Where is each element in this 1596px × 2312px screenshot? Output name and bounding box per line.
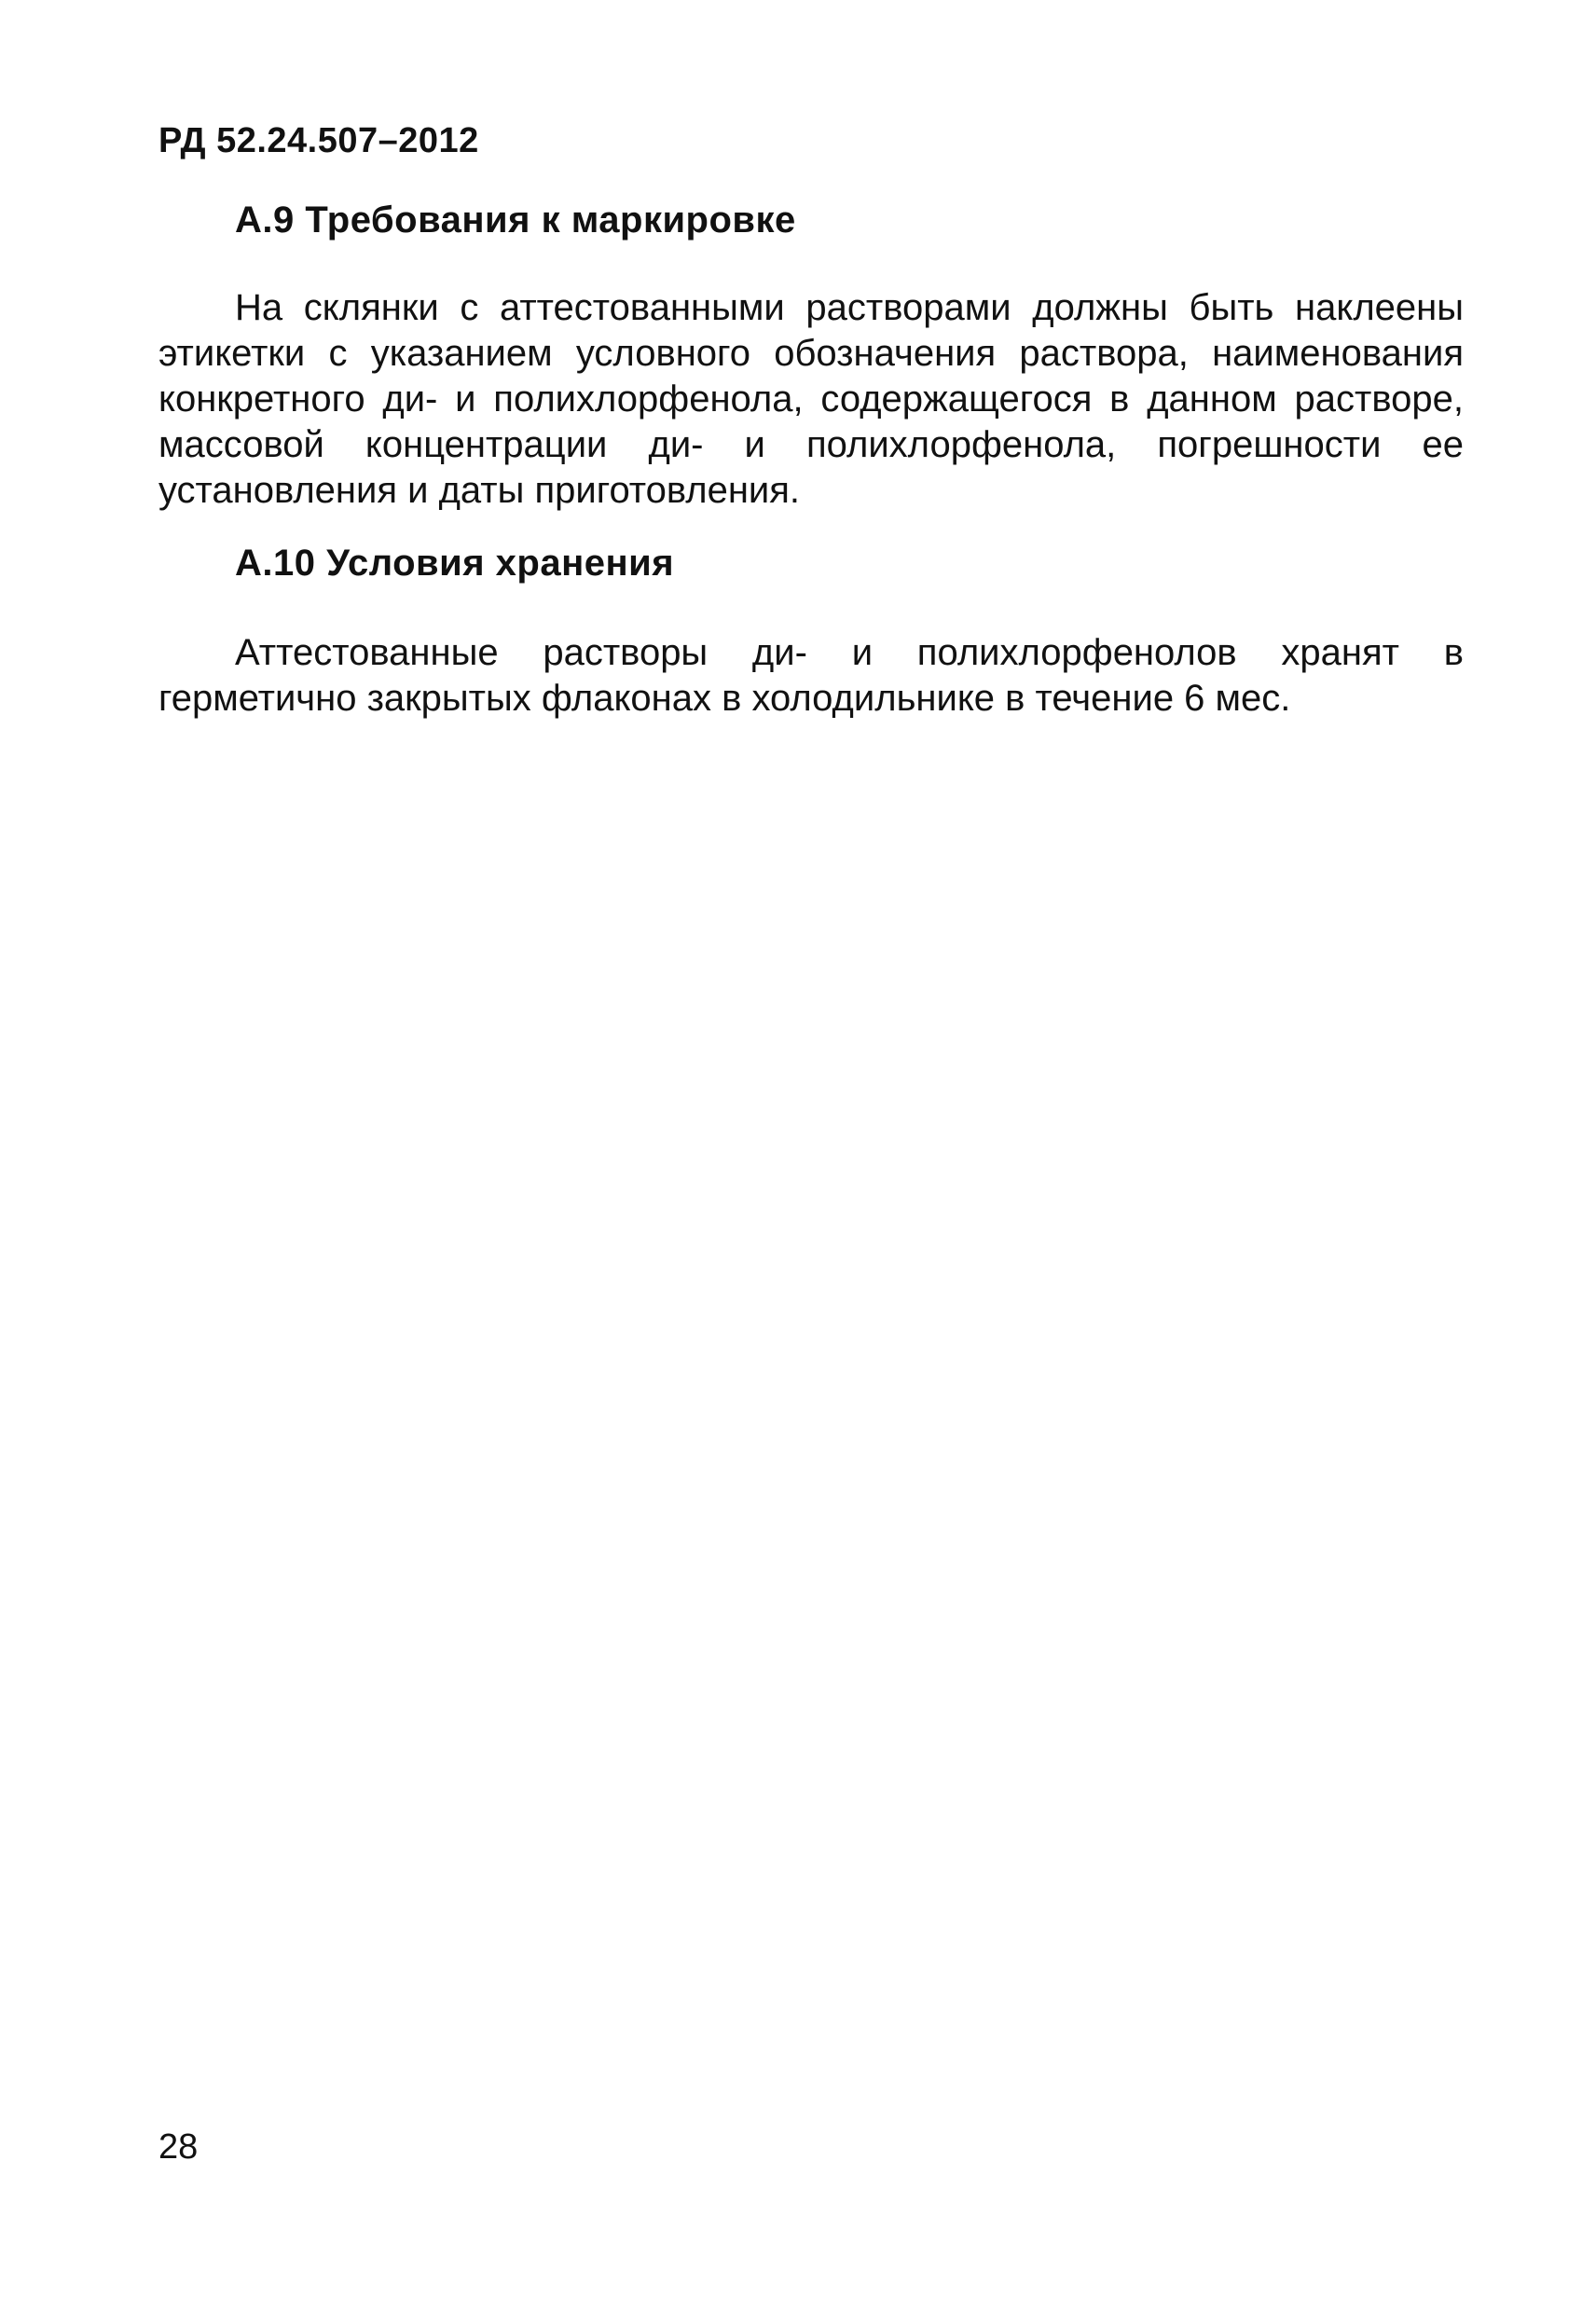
section-title-a9: А.9 Требования к маркировке (235, 200, 796, 241)
section-body-a10: Аттестованные растворы ди- и полихлорфенолов хранят в герметично закрытых флаконах в холодильнике в течение 6 мес. (158, 632, 1464, 719)
section-title-a10: А.10 Условия хранения (235, 543, 675, 584)
page-number: 28 (158, 2127, 199, 2167)
section-body-a9: На склянки с аттестованными растворами должны быть наклеены этикетки с указанием условного обозначения раствора, наименования конкретного ди- и полихлорфенола, содержащегося в данном растворе, массовой концентрации ди- и полихлорфенола, погрешности ее установления и даты приготовления. (158, 287, 1464, 511)
document-code: РД 52.24.507–2012 (158, 121, 479, 160)
